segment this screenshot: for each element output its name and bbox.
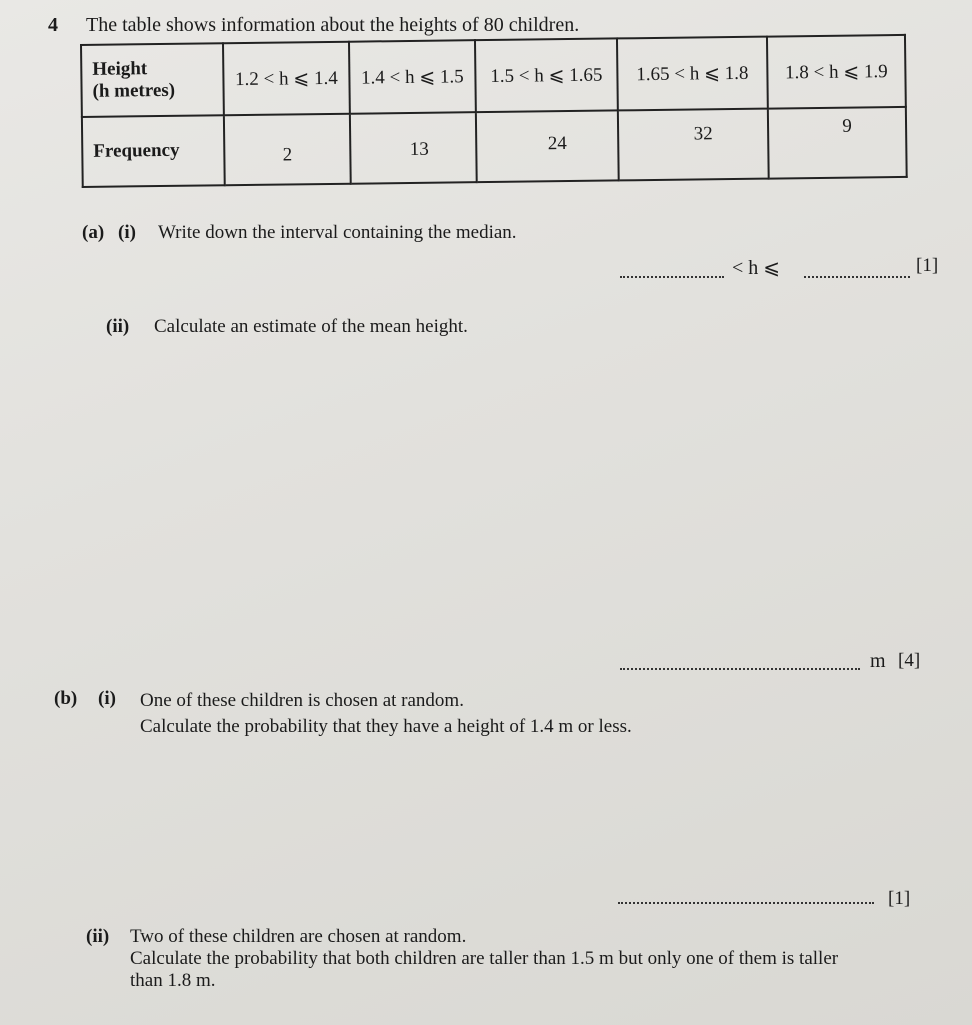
- part-b-label: (b): [54, 688, 78, 709]
- frequency-cell: [476, 110, 619, 182]
- mean-height-unit: m: [870, 650, 886, 672]
- interval-cell: [767, 35, 906, 109]
- part-b-i-text-line1: One of these children is chosen at random.: [140, 690, 464, 711]
- frequency-cell: [768, 107, 907, 179]
- interval-cell: [349, 40, 476, 114]
- height-unit-label: (h metres): [92, 79, 176, 102]
- part-a-i-text: Write down the interval containing the median.: [158, 222, 517, 243]
- median-upper-bound-field[interactable]: [804, 276, 910, 278]
- frequency-cell: [618, 109, 769, 181]
- question-intro: The table shows information about the heights of 80 children.: [86, 14, 580, 36]
- part-b-ii-label: (ii): [86, 926, 110, 947]
- frequency-cell: [350, 112, 477, 184]
- part-a-ii-marks: [4]: [898, 650, 921, 671]
- frequency-value: 9: [842, 115, 852, 137]
- part-b-i-marks: [1]: [888, 888, 911, 909]
- interval-cell: [617, 37, 768, 111]
- frequency-value: 24: [547, 133, 567, 155]
- part-b-i-label: (i): [98, 688, 116, 709]
- height-header-cell: [81, 43, 224, 117]
- part-a-ii-label: (ii): [106, 316, 130, 337]
- frequency-value: 2: [282, 144, 293, 166]
- heights-frequency-table: [80, 34, 908, 188]
- frequency-value: 13: [409, 138, 429, 160]
- frequency-header-cell: Frequency: [82, 115, 225, 187]
- part-b-i-text: [140, 688, 632, 740]
- table-row-frequency: [82, 107, 907, 187]
- part-a-i-label: (i): [118, 222, 136, 243]
- part-a-label: (a): [82, 222, 105, 243]
- interval-cell: [475, 38, 618, 112]
- part-b-i-text-line2: Calculate the probability that they have a height of 1.4 m or less.: [140, 716, 632, 737]
- mean-height-answer-field[interactable]: [620, 668, 860, 670]
- part-b-ii-text-line3: than 1.8 m.: [130, 970, 216, 991]
- question-number: 4: [48, 14, 58, 36]
- interval-label: 1.4 < h ⩽ 1.5: [360, 65, 464, 89]
- frequency-cell: [224, 114, 351, 186]
- part-b-ii-text-line1: Two of these children are chosen at random.: [130, 926, 467, 947]
- part-b-ii-text: [130, 926, 838, 992]
- interval-label: 1.5 < h ⩽ 1.65: [490, 64, 603, 87]
- part-a-ii-text: Calculate an estimate of the mean height.: [154, 316, 468, 337]
- part-b-ii-text-line2: Calculate the probability that both children are taller than 1.5 m but only one of them is taller: [130, 948, 839, 969]
- table-row-height: [81, 35, 906, 117]
- interval-label: 1.65 < h ⩽ 1.8: [636, 62, 749, 85]
- median-lower-bound-field[interactable]: [620, 276, 724, 278]
- median-inequality-symbol: < h ⩽: [732, 257, 781, 279]
- interval-cell: [223, 42, 350, 116]
- probability-answer-field[interactable]: [618, 902, 874, 904]
- part-a-i-marks: [1]: [916, 255, 939, 276]
- interval-label: 1.2 < h ⩽ 1.4: [234, 67, 338, 90]
- frequency-value: 32: [693, 123, 713, 145]
- height-label: Height: [92, 58, 148, 80]
- interval-label: 1.8 < h ⩽ 1.9: [784, 60, 888, 83]
